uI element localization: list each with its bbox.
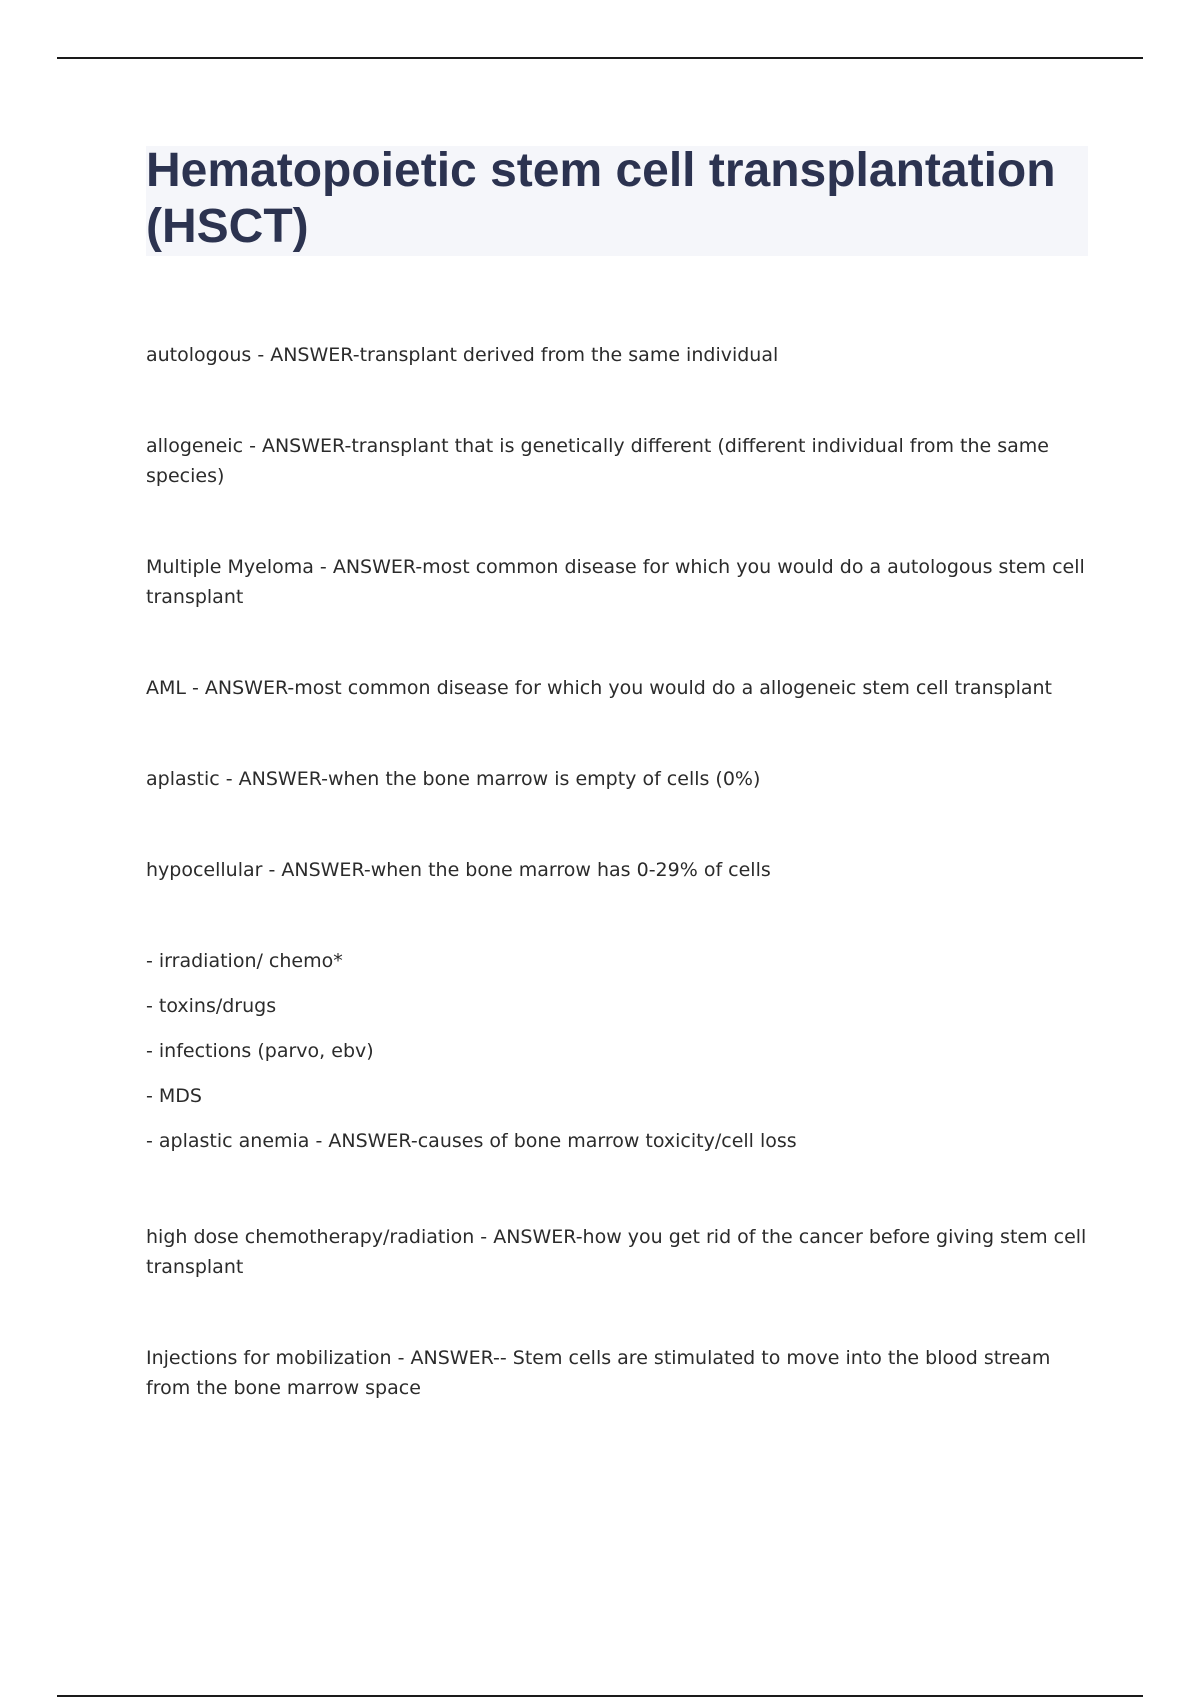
document-body [146, 340, 1088, 1403]
qa-entry: autologous - ANSWER-transplant derived from the same individual [146, 344, 779, 366]
title-block [146, 146, 1088, 256]
qa-entry: aplastic - ANSWER-when the bone marrow is empty of cells (0%) [146, 768, 761, 790]
document-title: Hematopoietic stem cell transplantation (HSCT) [146, 144, 1056, 253]
qa-entry: Injections for mobilization - ANSWER-- Stem cells are stimulated to move into the blood stream from the bone marrow space [146, 1347, 1051, 1399]
qa-entry: hypocellular - ANSWER-when the bone marrow has 0-29% of cells [146, 859, 771, 881]
causes-list [146, 946, 1088, 1156]
list-item: - MDS [146, 1085, 202, 1107]
qa-entry: Multiple Myeloma - ANSWER-most common disease for which you would do a autologous stem cell transplant [146, 556, 1085, 608]
qa-entry: allogeneic - ANSWER-transplant that is genetically different (different individual from the same species) [146, 435, 1050, 487]
list-item: - infections (parvo, ebv) [146, 1040, 374, 1062]
list-item: - aplastic anemia - ANSWER-causes of bone marrow toxicity/cell loss [146, 1130, 797, 1152]
footer-rule [57, 1695, 1143, 1697]
list-item: - toxins/drugs [146, 995, 277, 1017]
header-rule [57, 57, 1143, 59]
qa-entry: AML - ANSWER-most common disease for which you would do a allogeneic stem cell transplant [146, 677, 1052, 699]
qa-entry: high dose chemotherapy/radiation - ANSWER-how you get rid of the cancer before giving stem cell transplant [146, 1226, 1087, 1278]
list-item: - irradiation/ chemo* [146, 950, 343, 972]
